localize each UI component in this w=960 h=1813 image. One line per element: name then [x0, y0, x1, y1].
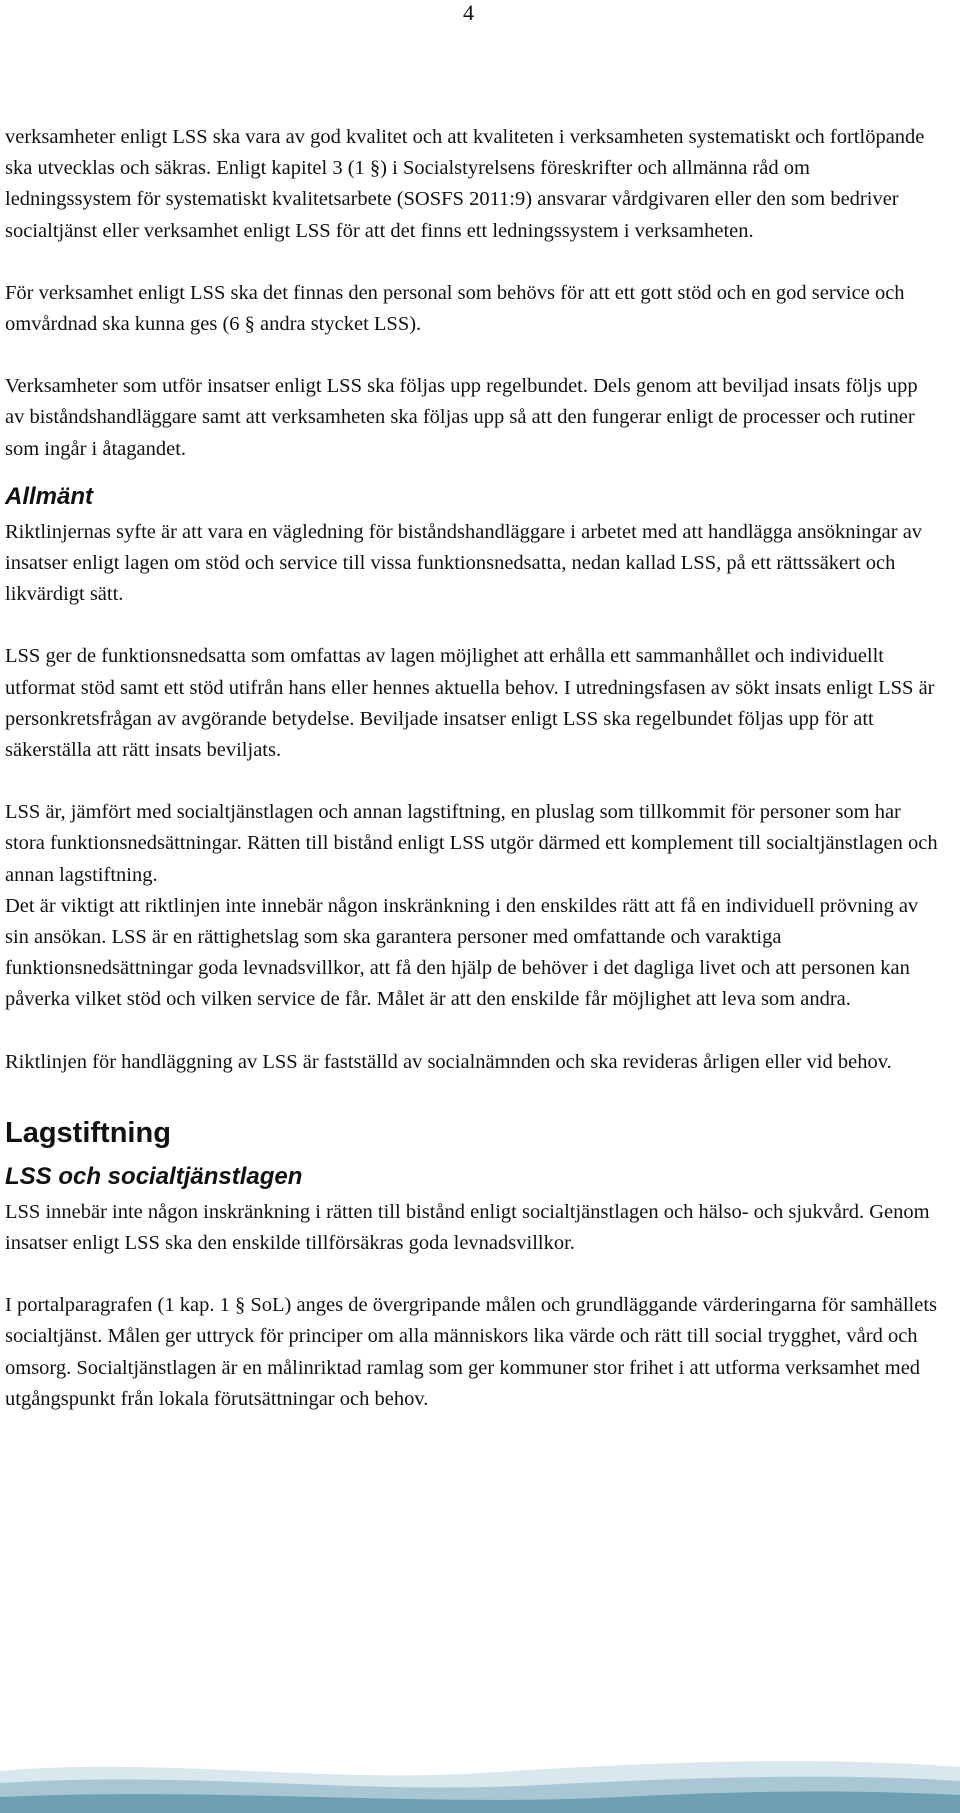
lagstiftning-paragraph-2: I portalparagrafen (1 kap. 1 § SoL) anges de övergripande målen och grundläggande värderingarna för samhällets socialtjänst. Målen ger uttryck för principer om alla människors lika värde och rätt till social trygghet, vård och omsorg. Socialtjänstlagen är en målinriktad ramlag som ger kommuner stor frihet i att utforma verksamhet med utgångspunkt från lokala förutsättningar och behov.: [5, 1294, 938, 1410]
lagstiftning-paragraph-1: LSS innebär inte någon inskränkning i rätten till bistånd enligt socialtjänstlagen och hälso- och sjukvård. Genom insatser enligt LSS ska den enskilde tillförsäkras goda levnadsvillkor.: [5, 1200, 930, 1255]
allmant-paragraph-1: Riktlinjernas syfte är att vara en vägledning för biståndshandläggare i arbetet med att handlägga ansökningar av insatser enligt lagen om stöd och service till vissa funktionsnedsatta, nedan kallad LSS, på ett rättssäkert och likvärdigt sätt.: [5, 520, 923, 606]
intro-paragraph-1: verksamheter enligt LSS ska vara av god kvalitet och att kvaliteten i verksamheten systematiskt och fortlöpande ska utvecklas och säkras. Enligt kapitel 3 (1 §) i Socialstyrelsens föreskrifter och allmänna råd om ledningssystem för systematiskt kvalitetsarbete (SOSFS 2011:9) ansvarar vårdgivaren eller den som bedriver socialtjänst eller verksamhet enligt LSS för att det finns ett ledningssystem i verksamheten.: [5, 126, 925, 242]
allmant-paragraph-2: LSS ger de funktionsnedsatta som omfattas av lagen möjlighet att erhålla ett sammanhållet och individuellt utformat stöd samt ett stöd utifrån hans eller hennes aktuella behov. I utredningsfasen av sökt insats enligt LSS är personkretsfrågan av avgörande betydelse. Beviljade insatser enligt LSS ska regelbundet följas upp för att säkerställa att rätt insats beviljats.: [5, 645, 935, 762]
allmant-paragraph-3: LSS är, jämfört med socialtjänstlagen och annan lagstiftning, en pluslag som tillkommit för personer som har stora funktionsnedsättningar. Rätten till bistånd enligt LSS utgör därmed ett komplement till socialtjänstlagen och annan lagstiftning.: [5, 801, 938, 886]
footer-wave-decoration: [0, 1753, 960, 1813]
allmant-paragraph-4: Det är viktigt att riktlinjen inte innebär någon inskränkning i den enskildes rätt att få en individuell prövning av sin ansökan. LSS är en rättighetslag som ska garantera personer med omfattande och varaktiga funktionsnedsättningar goda levnadsvillkor, att få den hjälp de behöver i det dagliga livet och att personen kan påverka vilket stöd och vilken service de får. Målet är att den enskilde får möjlighet att leva som andra.: [5, 894, 919, 1011]
chapter-heading-lagstiftning: Lagstiftning: [5, 1116, 171, 1149]
intro-paragraph-3: Verksamheter som utför insatser enligt LSS ska följas upp regelbundet. Dels genom att beviljad insats följs upp av biståndshandläggare samt att verksamheten ska följas upp så att den fungerar enligt de processer och rutiner som ingår i åtagandet.: [5, 375, 918, 460]
page-number: 4: [463, 0, 474, 25]
document-body: [5, 122, 940, 1415]
section-heading-allmant: Allmänt: [5, 482, 94, 510]
allmant-paragraph-5: Riktlinjen för handläggning av LSS är fastställd av socialnämnden och ska revideras årligen eller vid behov.: [5, 1050, 892, 1073]
subheading-lss-och-socialtjanstlagen: LSS och socialtjänstlagen: [5, 1162, 303, 1190]
intro-paragraph-2: För verksamhet enligt LSS ska det finnas den personal som behövs för att ett gott stöd och en god service och omvårdnad ska kunna ges (6 § andra stycket LSS).: [5, 281, 905, 336]
